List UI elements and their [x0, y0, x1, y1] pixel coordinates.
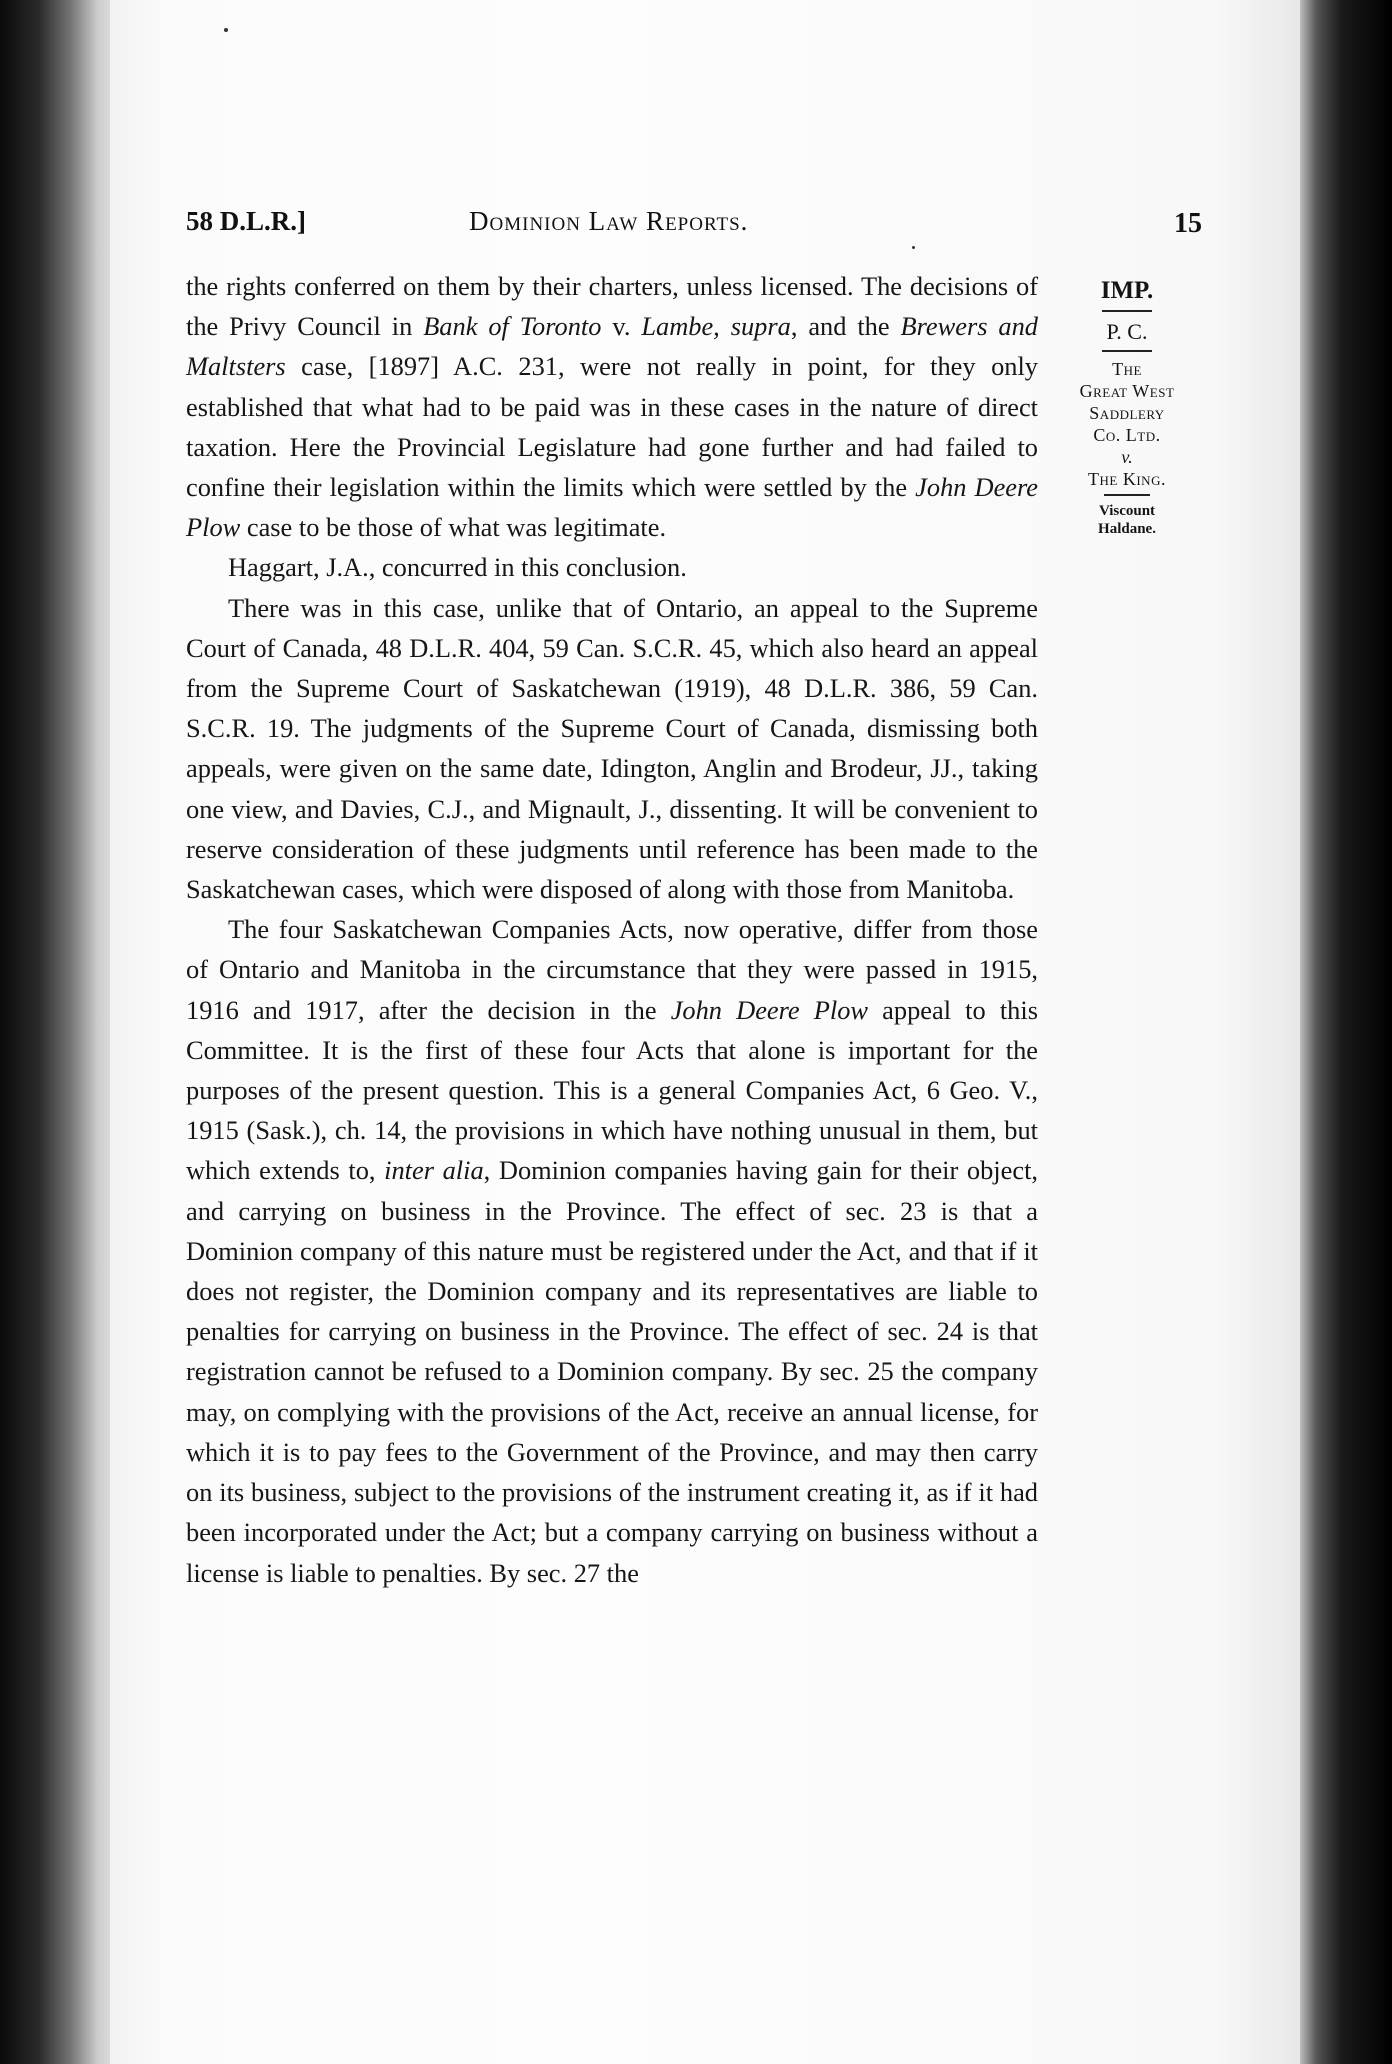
scan-speck	[224, 28, 228, 32]
party-name-line: Great West	[1079, 381, 1175, 401]
divider	[1102, 310, 1152, 312]
text-run: , Dominion companies having gain for their object, and carrying on business in the Province. The effect of sec. 23 is that a Dominion company of this nature must be registered under the Act, and that if it does not register, the Dominion company and its representatives are liable to penalties for carrying on business in the Province. The effect of sec. 24 is that registration cannot be refused to a Dominion company. By sec. 25 the company may, on complying with the provisions of the Act, receive an annual license, for which it is to pay fees to the Government of the Province, and may then carry on its business, subject to the provisions of the instrument creating it, as if it had been incorporated under the Act; but a company carrying on business without a license is liable to penalties. By sec. 27 the	[186, 1155, 1038, 1588]
paragraph	[186, 266, 1038, 547]
paragraph: There was in this case, unlike that of Ontario, an appeal to the Supreme Court of Canada, 48 D.L.R. 404, 59 Can. S.C.R. 45, which also heard an appeal from the Supreme Court of Saskatchewan (1919), 48 D.L.R. 386, 59 Can. S.C.R. 19. The judgments of the Supreme Court of Canada, dismissing both appeals, were given on the same date, Idington, Anglin and Brodeur, JJ., taking one view, and Davies, C.J., and Mignault, J., dissenting. It will be convenient to reserve consideration of these judgments until reference has been made to the Saskatchewan cases, which were disposed of along with those from Manitoba.	[186, 592, 1038, 905]
case-sidenote	[1054, 276, 1200, 538]
divider	[1104, 494, 1150, 496]
case-name: John Deere Plow	[186, 472, 1038, 543]
text-run: the rights conferred on them by their charters, unless licensed. The decisions of the Privy Council in	[186, 271, 1038, 342]
case-name: Lambe, supra	[641, 311, 791, 342]
publication-title: Dominion Law Reports.	[469, 206, 749, 236]
text-run: v.	[601, 311, 642, 342]
text-run: , and the	[790, 311, 901, 342]
page-number: 15	[1174, 208, 1202, 239]
text-run: appeal to this Committee. It is the first of these four Acts that alone is important for the purposes of the present question. This is a general Companies Act, 6 Geo. V., 1915 (Sask.), ch. 14, the provisions in which have nothing unusual in them, but which extends to,	[186, 994, 1038, 1186]
divider	[1102, 350, 1152, 352]
party-name-line: The	[1112, 359, 1142, 379]
paragraph	[186, 909, 1038, 1592]
judge-name-line: Viscount	[1098, 503, 1156, 519]
court-label: IMP.	[1100, 277, 1154, 304]
case-name: John Deere Plow	[670, 994, 869, 1025]
judge-name-line: Haldane.	[1098, 521, 1156, 537]
text-run: The four Saskatchewan Companies Acts, now operative, differ from those of Ontario and Manitoba in the circumstance that they were passed in 1915, 1916 and 1917, after the decision in the	[186, 914, 1038, 1025]
text-run: case, [1897] A.C. 231, were not really in point, for they only established that what had to be paid was in these cases in the nature of direct taxation. Here the Provincial Legislature had gone further and had failed to confine their legislation within the limits which were settled by the	[186, 351, 1038, 503]
latin-phrase: inter alia	[384, 1155, 484, 1186]
division-label: P. C.	[1106, 319, 1148, 344]
party-name-line: Saddlery	[1089, 403, 1165, 423]
running-header	[186, 206, 1206, 250]
case-name: Brewers and Maltsters	[186, 311, 1038, 382]
book-edge-shadow	[1300, 0, 1392, 2064]
report-body	[186, 266, 1038, 1593]
case-name: Bank of Toronto	[423, 311, 602, 342]
volume-reference: 58 D.L.R.]	[186, 206, 306, 236]
party-name-line: The King.	[1088, 469, 1166, 489]
party-name-line: Co. Ltd.	[1093, 425, 1161, 445]
text-run: case to be those of what was legitimate.	[240, 512, 667, 543]
paragraph: Haggart, J.A., concurred in this conclusion.	[228, 552, 687, 583]
versus-label: v.	[1121, 447, 1133, 467]
